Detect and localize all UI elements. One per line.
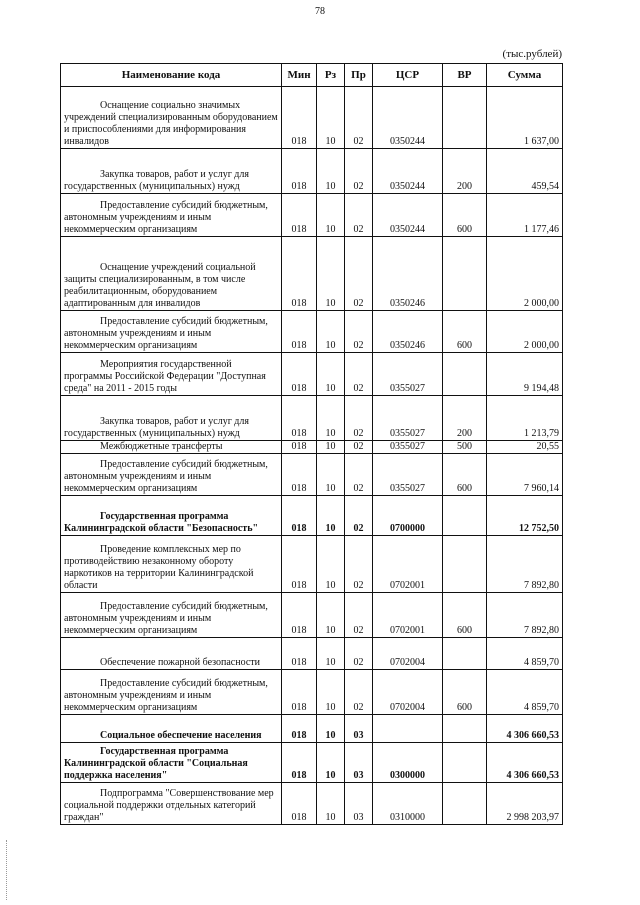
row-rz: 10 [317,149,345,194]
row-min: 018 [282,396,317,441]
row-min: 018 [282,149,317,194]
table-row [61,194,563,237]
row-min: 018 [282,783,317,825]
col-header-csr: ЦСР [373,64,443,87]
row-rz: 10 [317,454,345,496]
row-vr: 600 [443,670,487,715]
row-vr [443,638,487,670]
col-header-name: Наименование кода [61,64,282,87]
row-csr: 0310000 [373,783,443,825]
row-pr: 02 [345,536,373,593]
row-name: Закупка товаров, работ и услуг для государственных (муниципальных) нужд [61,396,282,441]
row-sum: 20,55 [487,441,563,454]
row-sum: 7 892,80 [487,593,563,638]
row-min: 018 [282,87,317,149]
row-pr: 03 [345,715,373,743]
row-vr [443,237,487,311]
table-header-row [61,64,563,87]
row-csr: 0702004 [373,670,443,715]
row-csr: 0355027 [373,353,443,396]
row-csr: 0300000 [373,743,443,783]
col-header-pr: Пр [345,64,373,87]
row-csr: 0702001 [373,536,443,593]
row-name: Предоставление субсидий бюджетным, автономным учреждениям и иным некоммерческим организациям [61,454,282,496]
table-row [61,670,563,715]
row-pr: 02 [345,593,373,638]
row-name: Социальное обеспечение населения [61,715,282,743]
row-min: 018 [282,496,317,536]
col-header-min: Мин [282,64,317,87]
row-sum: 12 752,50 [487,496,563,536]
margin-scan-marks [6,840,9,900]
row-rz: 10 [317,743,345,783]
row-name: Предоставление субсидий бюджетным, автономным учреждениям и иным некоммерческим организациям [61,194,282,237]
row-sum: 2 000,00 [487,237,563,311]
table-row [61,496,563,536]
row-pr: 02 [345,353,373,396]
row-rz: 10 [317,783,345,825]
row-rz: 10 [317,496,345,536]
row-rz: 10 [317,441,345,454]
row-vr: 600 [443,454,487,496]
row-rz: 10 [317,87,345,149]
row-name: Предоставление субсидий бюджетным, автономным учреждениям и иным некоммерческим организациям [61,593,282,638]
row-min: 018 [282,638,317,670]
row-csr: 0350246 [373,237,443,311]
row-min: 018 [282,194,317,237]
row-vr: 200 [443,149,487,194]
row-min: 018 [282,454,317,496]
row-name: Мероприятия государственной программы Российской Федерации "Доступная среда" на 2011 - 2015 годы [61,353,282,396]
row-min: 018 [282,670,317,715]
row-csr: 0702001 [373,593,443,638]
row-csr [373,715,443,743]
row-sum: 4 859,70 [487,670,563,715]
table-row [61,783,563,825]
row-pr: 02 [345,496,373,536]
table-row [61,715,563,743]
row-name: Проведение комплексных мер по противодействию незаконному обороту наркотиков на территории Калининградской области [61,536,282,593]
table-row [61,311,563,353]
row-vr: 200 [443,396,487,441]
row-vr [443,353,487,396]
row-pr: 03 [345,743,373,783]
row-rz: 10 [317,396,345,441]
row-rz: 10 [317,638,345,670]
row-name: Обеспечение пожарной безопасности [61,638,282,670]
row-csr: 0350246 [373,311,443,353]
row-sum: 2 000,00 [487,311,563,353]
row-name: Предоставление субсидий бюджетным, автономным учреждениям и иным некоммерческим организациям [61,311,282,353]
col-header-vr: ВР [443,64,487,87]
row-name: Подпрограмма "Совершенствование мер социальной поддержки отдельных категорий граждан" [61,783,282,825]
row-pr: 02 [345,194,373,237]
table-row [61,353,563,396]
row-pr: 02 [345,670,373,715]
row-rz: 10 [317,715,345,743]
page-number: 78 [315,6,325,17]
table-row [61,87,563,149]
table-row [61,743,563,783]
row-rz: 10 [317,237,345,311]
row-name: Межбюджетные трансферты [61,441,282,454]
row-pr: 02 [345,454,373,496]
row-vr [443,783,487,825]
row-rz: 10 [317,593,345,638]
row-csr: 0350244 [373,87,443,149]
row-csr: 0355027 [373,396,443,441]
table-row [61,454,563,496]
table-row [61,441,563,454]
row-vr: 500 [443,441,487,454]
row-min: 018 [282,593,317,638]
row-vr [443,87,487,149]
table-row [61,237,563,311]
row-vr [443,496,487,536]
row-pr: 02 [345,149,373,194]
row-vr: 600 [443,194,487,237]
row-pr: 02 [345,237,373,311]
row-name: Государственная программа Калининградской области "Безопасность" [61,496,282,536]
row-min: 018 [282,743,317,783]
row-name: Оснащение учреждений социальной защиты специализированным, в том числе реабилитационным, оборудованием адаптированным для инвалидов [61,237,282,311]
row-vr [443,743,487,783]
col-header-rz: Рз [317,64,345,87]
row-name: Предоставление субсидий бюджетным, автономным учреждениям и иным некоммерческим организациям [61,670,282,715]
row-rz: 10 [317,194,345,237]
units-label: (тыс.рублей) [502,48,562,60]
row-name: Государственная программа Калининградской области "Социальная поддержка населения" [61,743,282,783]
row-pr: 02 [345,441,373,454]
row-vr [443,715,487,743]
table-row [61,149,563,194]
row-pr: 02 [345,396,373,441]
table-row [61,396,563,441]
row-pr: 02 [345,638,373,670]
row-rz: 10 [317,536,345,593]
row-vr: 600 [443,311,487,353]
row-min: 018 [282,353,317,396]
row-sum: 9 194,48 [487,353,563,396]
row-csr: 0355027 [373,441,443,454]
row-pr: 02 [345,87,373,149]
row-csr: 0350244 [373,194,443,237]
budget-table [60,63,563,825]
row-sum: 2 998 203,97 [487,783,563,825]
row-sum: 4 306 660,53 [487,715,563,743]
row-sum: 1 637,00 [487,87,563,149]
row-min: 018 [282,536,317,593]
row-csr: 0702004 [373,638,443,670]
row-name: Закупка товаров, работ и услуг для государственных (муниципальных) нужд [61,149,282,194]
row-csr: 0700000 [373,496,443,536]
row-rz: 10 [317,311,345,353]
row-sum: 459,54 [487,149,563,194]
row-csr: 0350244 [373,149,443,194]
row-sum: 1 177,46 [487,194,563,237]
row-sum: 7 892,80 [487,536,563,593]
table-row [61,638,563,670]
row-min: 018 [282,441,317,454]
row-sum: 4 859,70 [487,638,563,670]
row-name: Оснащение социально значимых учреждений специализированным оборудованием и приспособлениями для информирования инвалидов [61,87,282,149]
row-sum: 4 306 660,53 [487,743,563,783]
row-pr: 02 [345,311,373,353]
table-row [61,536,563,593]
row-rz: 10 [317,670,345,715]
row-min: 018 [282,715,317,743]
row-rz: 10 [317,353,345,396]
row-min: 018 [282,311,317,353]
table-row [61,593,563,638]
row-pr: 03 [345,783,373,825]
row-vr: 600 [443,593,487,638]
row-sum: 1 213,79 [487,396,563,441]
row-sum: 7 960,14 [487,454,563,496]
row-vr [443,536,487,593]
col-header-sum: Сумма [487,64,563,87]
row-csr: 0355027 [373,454,443,496]
row-min: 018 [282,237,317,311]
